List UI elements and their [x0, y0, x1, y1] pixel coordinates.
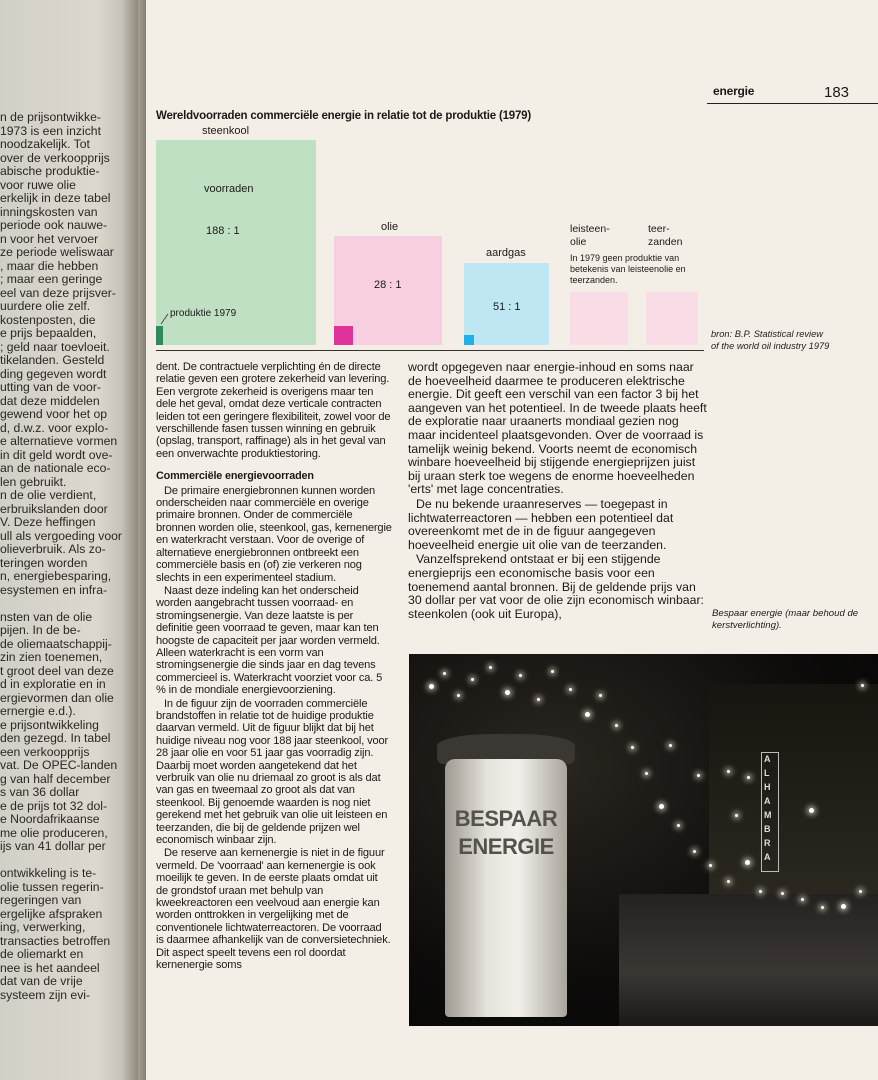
left-page-line: an de nationale eco- [0, 461, 111, 475]
sign-letter: A [764, 796, 771, 806]
left-page-line: e de prijs tot 32 dol- [0, 798, 108, 813]
paragraph: dent. De contractuele verplichting én de directe relatie geven een grotere zekerheid van levering. Een vergrote zekerheid is overigens maar ten dele het geval, omdat deze verticale contracten leiden tot een geringere flexibiliteit, zowel voor de verschillende fasen tussen winning en gebruik (opslag, transport, raffinage) als in het geval van een onverwachte produktiestoring. [156, 361, 391, 460]
left-page-line: e prijsontwikkeling [0, 717, 99, 732]
left-page-line: in dit geld wordt ove- [0, 447, 113, 462]
left-page-line: ; maar een geringe [0, 272, 103, 286]
left-page-line: nsten van de olie [0, 609, 93, 624]
text-column-left [156, 361, 392, 973]
label-aardgas: aardgas [486, 247, 526, 259]
left-page-line: eel van deze prijsver- [0, 285, 116, 300]
left-page-line: ergelijke afspraken [0, 906, 103, 921]
street-light-point [569, 688, 572, 691]
left-page-line: e alternatieve vormen [0, 434, 118, 448]
street-light-point [505, 690, 510, 695]
bar-leisteen-reserves [570, 292, 628, 345]
left-page-line: de oliemarkt en [0, 947, 84, 961]
street-light-point [585, 712, 590, 717]
left-page-line: olie tussen regerin- [0, 879, 104, 894]
previous-page-edge [0, 0, 138, 1080]
paragraph: wordt opgegeven naar energie-inhoud en soms naar de hoeveelheid daarmee te produceren elektrische energie. Dit geeft een verschil van een factor 3 bij het aangeven van het potentieel. In de tweede plaats heeft de exploratie naar uraanerts mondiaal gezien nog maar incidenteel plaatsgevonden. Over de voorraad is tamelijk weinig bekend. Voorts neemt de economisch winbare hoeveelheid bij stijgende energieprijzen juist bij uraan sterk toe wegens de enorme hoeveelheden 'erts' met lage concentraties. [408, 360, 707, 497]
left-page-line: dat deze middelen [0, 393, 100, 408]
chart-title: Wereldvoorraden commerciële energie in relatie tot de produktie (1979) [156, 110, 531, 122]
street-light-point [693, 850, 696, 853]
ratio-olie: 28 : 1 [374, 279, 402, 291]
book-page-183 [146, 0, 878, 1080]
left-page-line: ding gegeven wordt [0, 366, 107, 381]
left-page-line: transacties betroffen [0, 933, 111, 948]
left-page-line: periode ook nauwe- [0, 218, 108, 232]
left-page-line: abische produktie- [0, 164, 100, 178]
street-light-point [821, 906, 824, 909]
street-light-point [537, 698, 540, 701]
left-page-line: ernergie e.d.). [0, 704, 76, 718]
left-page-line: pijen. In de be- [0, 623, 81, 637]
street-light-point [631, 746, 634, 749]
left-page-line: g van half december [0, 771, 111, 786]
label-olie: olie [381, 221, 399, 233]
street-light-point [727, 880, 730, 883]
sign-letter: A [764, 852, 771, 862]
label-leisteen-2: olie [570, 236, 587, 248]
left-page-line: ze periode weliswaar [0, 245, 114, 259]
paragraph: In de figuur zijn de voorraden commerciële brandstoffen in relatie tot de huidige produktie daarvan vermeld. Uit de figuur blijkt dat bij het huidige niveau nog voor 188 jaar steenkool, voor 28 jaar olie en voor 51 jaar gas voorradig zijn. Daarbij moet worden aangetekend dat het verbruik van olie nu driemaal zo groot is als dat van gas en tweemaal zo groot als dat van steenkool. Bij genoemde waarden is nog niet gerekend met het gebruik van olie uit leisteen en teerzanden, die bij de geldende prijzen wel economisch winbaar zijn. [156, 697, 389, 847]
left-page-line: e Noordafrikaanse [0, 812, 100, 826]
left-page-line: erkelijk in deze tabel [0, 191, 111, 205]
sign-letter: A [764, 754, 771, 764]
label-teer-1: teer- [648, 223, 670, 235]
street-light-point [759, 890, 762, 893]
photo-caption: Bespaar energie (maar behoud de kerstverlichting). [712, 608, 859, 631]
left-page-line: utting van de voor- [0, 380, 101, 394]
street-light-point [861, 684, 864, 687]
left-page-line: esystemen en infra- [0, 582, 108, 597]
left-page-line: , maar die hebben [0, 258, 99, 273]
street-light-point [781, 892, 784, 895]
source-credit [711, 328, 829, 352]
street-light-point [615, 724, 618, 727]
left-page-line: systeem zijn evi- [0, 987, 91, 1002]
left-page-line: vat. De OPEC-landen [0, 758, 118, 772]
left-page-line: zin zien toenemen, [0, 650, 103, 664]
poster-headline-1: BESPAAR [454, 806, 558, 831]
left-page-line: de oliemaatschappij- [0, 636, 112, 651]
left-page-line: V. Deze heffingen [0, 515, 96, 529]
energy-reserves-chart [146, 120, 706, 352]
paragraph: De nu bekende uraanreserves — toegepast in lichtwaterreactoren — hebben een potentieel dat overeenkomt met de in de figuur aangegeven hoeveelheid energie uit olie van de teerzanden. [408, 496, 674, 552]
street-light-point [443, 672, 446, 675]
left-page-line: tikelanden. Gesteld [0, 353, 105, 367]
sign-letter: M [764, 810, 772, 820]
street-light-point [669, 744, 672, 747]
street-light-point [489, 666, 492, 669]
left-page-line: me olie produceren, [0, 825, 108, 840]
bar-steenkool-production [156, 326, 163, 345]
note-line-2: betekenis van leisteenolie en [570, 264, 686, 274]
left-page-line: noodzakelijk. Tot [0, 137, 90, 151]
photo-building [709, 684, 878, 904]
chart-baseline [156, 350, 704, 351]
left-page-line: dat van de vrije [0, 974, 83, 988]
running-header-title: energie [713, 84, 755, 98]
left-page-line: e prijs bepaalden, [0, 326, 97, 340]
paragraph: De reserve aan kernenergie is niet in de figuur vermeld. De 'voorraad' aan kernenergie is ook moeilijk te geven. In de eerste plaats omdat uit de grondstof uraan met behulp van kweekreactoren een veelvoud aan energie kan worden onttrokken in vergelijking met de conventionele lichtwaterreactoren. De voorraad is daarmee afhankelijk van de conversietechniek. Dit aspect speelt tevens een rol doordat kernenergie soms [156, 847, 391, 972]
source-line-2: of the world oil industry 1979 [711, 341, 830, 351]
left-page-line: ull als vergoeding voor [0, 528, 122, 543]
street-light-point [859, 890, 862, 893]
left-page-line: t groot deel van deze [0, 663, 114, 678]
bar-olie-production [334, 326, 353, 345]
source-line-1: bron: B.P. Statistical review [711, 329, 823, 339]
left-page-line: n, energiebesparing, [0, 569, 112, 583]
left-page-line: n de olie verdient, [0, 488, 97, 502]
label-produktie-1979: produktie 1979 [170, 308, 237, 319]
christmas-street-photo [409, 654, 878, 1026]
left-page-line: d in exploratie en in [0, 677, 106, 691]
note-line-3: teerzanden. [570, 275, 618, 285]
left-page-line: nee is het aandeel [0, 960, 100, 975]
street-light-point [551, 670, 554, 673]
bar-teerzanden-reserves [646, 292, 698, 345]
sign-letter: R [764, 838, 771, 848]
street-light-point [659, 804, 664, 809]
left-page-line: inningskosten van [0, 204, 98, 219]
left-page-line: gewend voor het op [0, 407, 108, 421]
ratio-aardgas: 51 : 1 [493, 301, 521, 313]
street-light-point [677, 824, 680, 827]
left-page-line: ; geld naar toevloeit. [0, 339, 110, 354]
page-number: 183 [824, 84, 850, 101]
sign-letter: B [764, 824, 771, 834]
label-teer-2: zanden [648, 236, 683, 248]
left-page-line: olieverbruik. Als zo- [0, 542, 106, 556]
street-light-point [809, 808, 814, 813]
left-page-line: n voor het vervoer [0, 231, 99, 246]
left-page-line: over de verkoopprijs [0, 150, 110, 165]
bar-aardgas-production [464, 335, 474, 345]
section-heading: Commerciële energievoorraden [156, 470, 314, 483]
advertising-column [445, 759, 567, 1017]
left-page-line: n de prijsontwikke- [0, 110, 101, 124]
paragraph: Naast deze indeling kan het onderscheid worden aangebracht tussen voorraad- en stromingsenergie. Van deze laatste is per definitie geen voorraad te geven, maar kan ten hoogste de capaciteit per jaar worden vermeld. Alleen waterkracht is een vorm van stromingsenergie die sinds jaar en dag tevens commercieel is. Waterkracht voorziet voor ca. 5 % in de mondiale energievoorziening. [156, 584, 383, 697]
street-light-point [747, 776, 750, 779]
left-page-line: ijs van 41 dollar per [0, 839, 106, 853]
photo-street [619, 894, 878, 1026]
street-light-point [709, 864, 712, 867]
street-light-point [645, 772, 648, 775]
street-light-point [727, 770, 730, 773]
street-light-point [801, 898, 804, 901]
street-light-point [735, 814, 738, 817]
paragraph: Vanzelfsprekend ontstaat er bij een stijgende energieprijs een economische basis voor een toenemend aantal bronnen. Bij de geldende prijs van 30 dollar per vat voor de olie zijn economisch winbaar: steenkolen (ook uit Europa), [408, 552, 704, 621]
label-leisteen-1: leisteen- [570, 223, 610, 235]
left-page-line: s van 36 dollar [0, 785, 80, 799]
left-page-line: voor ruwe olie [0, 177, 76, 192]
left-page-line: erbruikslanden door [0, 501, 108, 516]
street-light-point [429, 684, 434, 689]
street-light-point [599, 694, 602, 697]
sign-letter: H [764, 782, 771, 792]
ratio-steenkool: 188 : 1 [206, 225, 240, 237]
street-light-point [519, 674, 522, 677]
left-page-line: len gebruikt. [0, 474, 67, 489]
left-page-line: 1973 is een inzicht [0, 123, 101, 138]
label-steenkool: steenkool [202, 125, 250, 137]
left-page-line: ontwikkeling is te- [0, 866, 97, 880]
sign-letter: L [764, 768, 770, 778]
left-page-line: d, d.w.z. voor explo- [0, 420, 109, 435]
paragraph: De primaire energiebronnen kunnen worden onderscheiden naar commerciële en overige primaire bronnen. Onder de commerciële bronnen worden olie, steenkool, gas, kernenergie en waterkracht verstaan. Voor de overige of alternatieve energiebronnen ontbreekt een commerciële basis en (of) zie verkeren nog slechts in een experimenteel stadium. [156, 484, 392, 584]
left-page-line: uurdere olie zelf. [0, 299, 91, 313]
left-page-line: regeringen van [0, 893, 82, 907]
street-light-point [471, 678, 474, 681]
text-column-right [408, 361, 710, 622]
header-rule [707, 103, 878, 104]
left-page-line: ergievormen dan olie [0, 690, 114, 705]
street-light-point [697, 774, 700, 777]
left-page-line: een verkoopprijs [0, 744, 90, 759]
street-light-point [457, 694, 460, 697]
note-line-1: In 1979 geen produktie van [570, 253, 680, 263]
street-light-point [841, 904, 846, 909]
left-page-line: den gezegd. In tabel [0, 731, 111, 745]
poster-headline-2: ENERGIE [458, 834, 554, 859]
street-light-point [745, 860, 750, 865]
label-voorraden: voorraden [204, 183, 254, 195]
left-page-line: teringen worden [0, 555, 88, 570]
left-page-line: ing, verwerking, [0, 920, 86, 934]
left-page-line: kostenposten, die [0, 312, 96, 327]
